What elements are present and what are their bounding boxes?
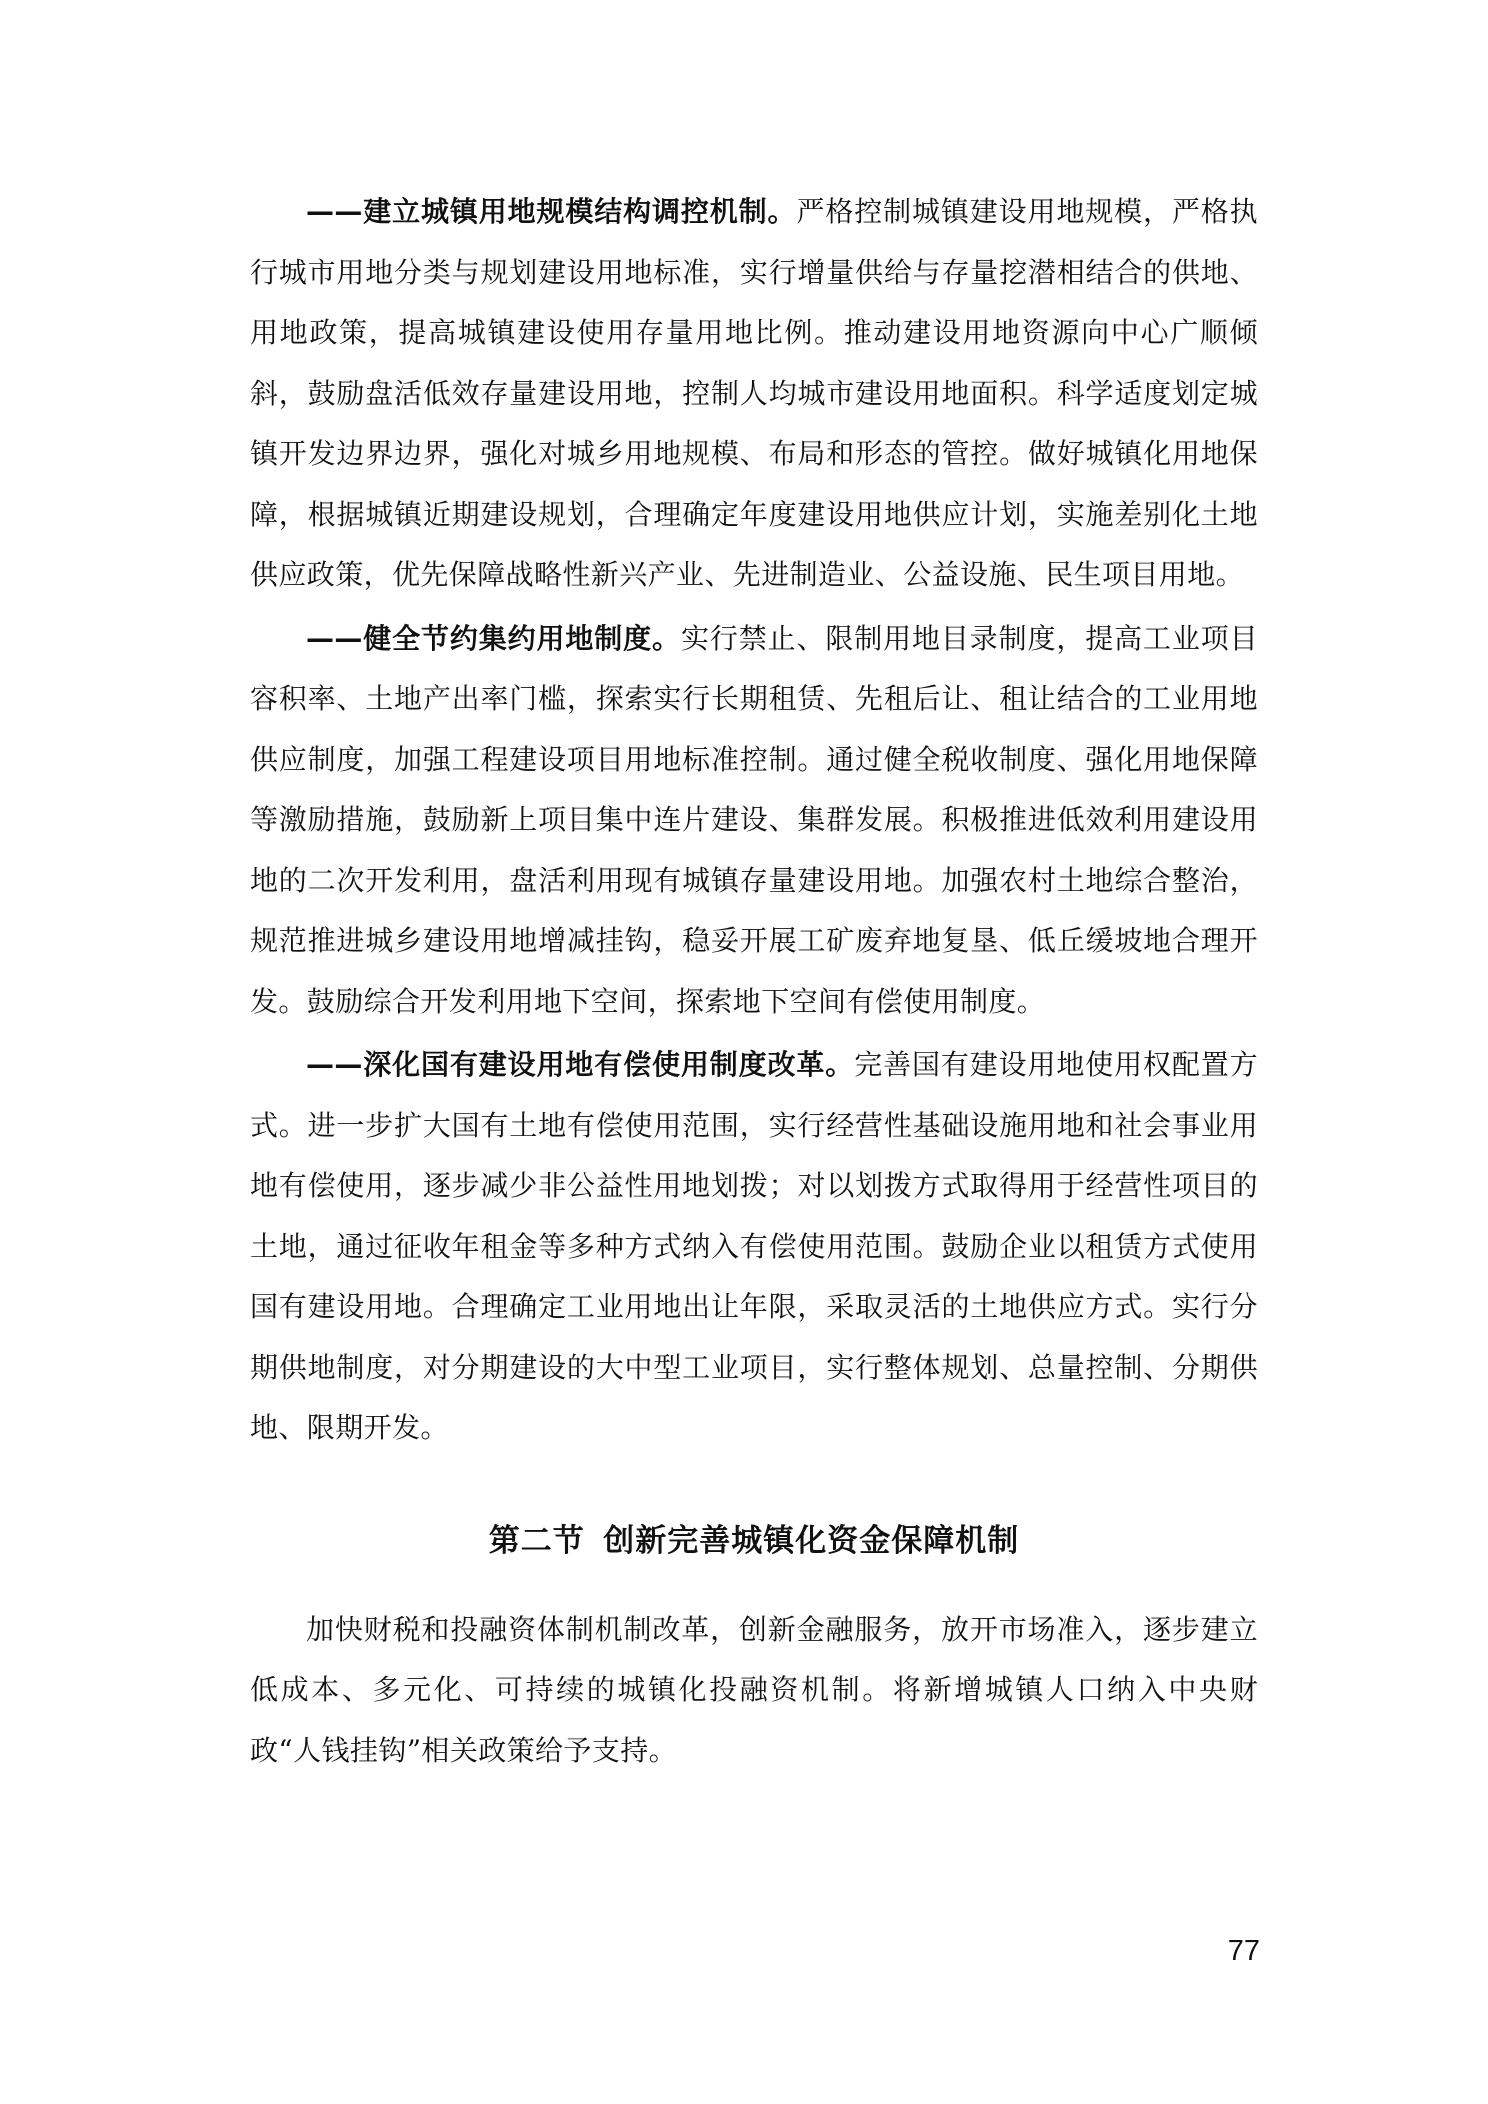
- paragraph-lead: ——深化国有建设用地有偿使用制度改革。: [306, 1048, 855, 1081]
- paragraph-paid-land-reform: [250, 1035, 1258, 1459]
- page-content: [250, 182, 1258, 1781]
- section-number: 第二节: [488, 1522, 585, 1559]
- paragraph-funding-mechanism: [250, 1600, 1258, 1782]
- paragraph-land-saving: [250, 609, 1258, 1033]
- paragraph-lead: ——建立城镇用地规模结构调控机制。: [306, 195, 797, 228]
- paragraph-body: 加快财税和投融资体制机制改革，创新金融服务，放开市场准入，逐步建立低成本、多元化、可持续的城镇化投融资机制。将新增城镇人口纳入中央财政“人钱挂钩”相关政策给予支持。: [250, 1612, 1258, 1767]
- paragraph-lead: ——健全节约集约用地制度。: [306, 621, 681, 655]
- paragraph-body: 完善国有建设用地使用权配置方式。进一步扩大国有土地有偿使用范围，实行经营性基础设施用地和社会事业用地有偿使用，逐步减少非公益性用地划拨；对以划拨方式取得用于经营性项目的土地，通过征收年租金等多种方式纳入有偿使用范围。鼓励企业以租赁方式使用国有建设用地。合理确定工业用地出让年限，采取灵活的土地供应方式。实行分期供地制度，对分期建设的大中型工业项目，实行整体规划、总量控制、分期供地、限期开发。: [250, 1048, 1258, 1444]
- paragraph-body: 实行禁止、限制用地目录制度，提高工业项目容积率、土地产出率门槛，探索实行长期租赁、先租后让、租让结合的工业用地供应制度，加强工程建设项目用地标准控制。通过健全税收制度、强化用地保障等激励措施，鼓励新上项目集中连片建设、集群发展。积极推进低效利用建设用地的二次开发利用，盘活利用现有城镇存量建设用地。加强农村土地综合整治，规范推进城乡建设用地增减挂钩，稳妥开展工矿废弃地复垦、低丘缓坡地合理开发。鼓励综合开发利用地下空间，探索地下空间有偿使用制度。: [250, 621, 1258, 1018]
- section-title: 创新完善城镇化资金保障机制: [603, 1522, 1020, 1559]
- page-number: 77: [1227, 1935, 1260, 1967]
- paragraph-land-scale-control: [250, 182, 1258, 606]
- paragraph-body: 严格控制城镇建设用地规模，严格执行城市用地分类与规划建设用地标准，实行增量供给与存量挖潜相结合的供地、用地政策，提高城镇建设使用存量用地比例。推动建设用地资源向中心广顺倾斜，鼓励盘活低效存量建设用地，控制人均城市建设用地面积。科学适度划定城镇开发边界边界，强化对城乡用地规模、布局和形态的管控。做好城镇化用地保障，根据城镇近期建设规划，合理确定年度建设用地供应计划，实施差别化土地供应政策，优先保障战略性新兴产业、先进制造业、公益设施、民生项目用地。: [250, 195, 1258, 591]
- section-heading: [250, 1515, 1258, 1560]
